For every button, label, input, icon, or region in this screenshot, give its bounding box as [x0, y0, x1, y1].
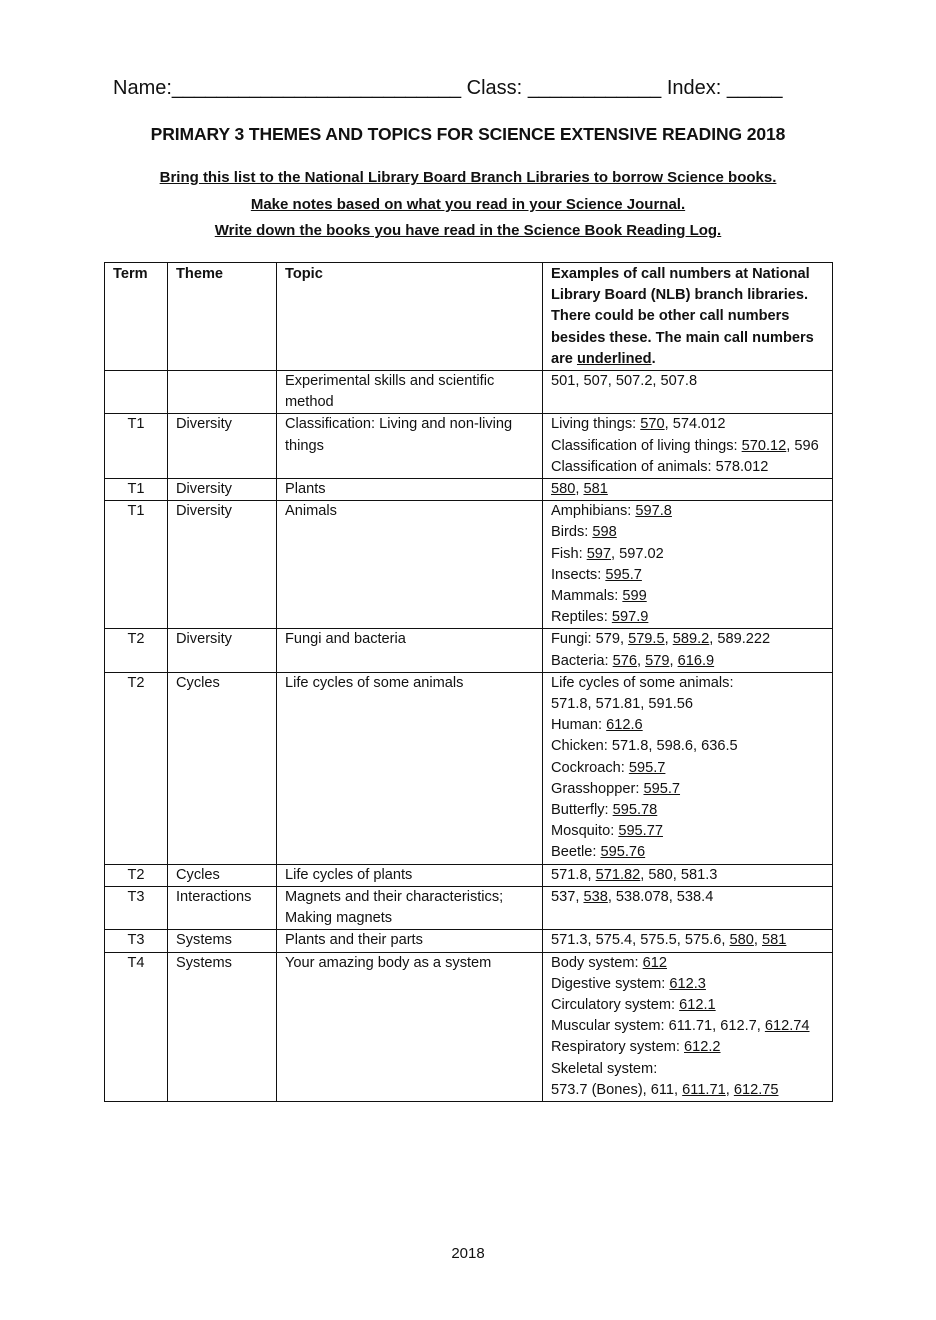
main-call-number: 581 [762, 932, 787, 949]
call-number-line [551, 887, 827, 908]
topic-cell: Magnets and their characteristics; Making magnets [277, 886, 543, 929]
call-number-text: 571.8, 571.81, 591.56 [551, 696, 694, 713]
table-row [105, 930, 833, 952]
main-call-number: 595.7 [605, 566, 642, 583]
call-number-text: Body system: [551, 954, 643, 971]
main-call-number: 570.12 [741, 437, 787, 454]
call-number-text: , 538.078, 538.4 [607, 888, 714, 905]
call-number-line [551, 865, 827, 886]
call-numbers-cell [543, 414, 833, 479]
call-numbers-cell [543, 479, 833, 501]
call-numbers-cell [543, 371, 833, 414]
index-label: Index: [666, 77, 722, 99]
main-call-number: 612.2 [684, 1039, 721, 1056]
document-title: PRIMARY 3 THEMES AND TOPICS FOR SCIENCE EXTENSIVE READING 2018 [150, 124, 786, 144]
header-theme: Theme [168, 263, 277, 371]
header-examples-end: . [651, 350, 656, 367]
call-number-line [551, 522, 827, 543]
call-number-text: 501, 507, 507.2, 507.8 [551, 373, 698, 390]
theme-cell: Cycles [168, 864, 277, 886]
call-number-text: , 589.222 [709, 631, 771, 648]
term-cell: T2 [105, 672, 168, 864]
main-call-number: 580 [551, 481, 576, 498]
call-number-line [551, 779, 827, 800]
call-number-text: Insects: [551, 566, 606, 583]
call-number-text: Reptiles: [551, 609, 612, 626]
theme-cell: Diversity [168, 501, 277, 629]
call-number-line [551, 1080, 827, 1101]
call-number-text: Fish: [551, 545, 587, 562]
call-number-text: Classification of living things: [551, 437, 742, 454]
main-call-number: 599 [622, 588, 647, 605]
term-cell: T2 [105, 864, 168, 886]
call-number-text: 537, [551, 888, 584, 905]
header-examples-text: Examples of call numbers at National Library Board (NLB) branch libraries. There could be other call numbers besides these. The main call numbers are [551, 266, 814, 367]
table-row [105, 414, 833, 479]
main-call-number: 571.82 [595, 866, 641, 883]
theme-cell: Diversity [168, 414, 277, 479]
theme-cell: Interactions [168, 886, 277, 929]
theme-cell: Systems [168, 930, 277, 952]
call-number-text: Classification of animals: 578.012 [551, 458, 769, 475]
topic-cell: Classification: Living and non-living things [277, 414, 543, 479]
call-number-text: Digestive system: [551, 975, 670, 992]
main-call-number: 612.1 [679, 996, 716, 1013]
table-row [105, 952, 833, 1101]
main-call-number: 612.75 [733, 1081, 779, 1098]
call-number-text: Muscular system: 611.71, 612.7, [551, 1018, 765, 1035]
term-cell: T4 [105, 952, 168, 1101]
index-blank[interactable]: _____ [726, 77, 783, 99]
call-number-text: , 596 [786, 437, 819, 454]
main-call-number: 538 [583, 888, 608, 905]
call-number-text: Bacteria: [551, 652, 613, 669]
call-number-line [551, 758, 827, 779]
theme-cell: Systems [168, 952, 277, 1101]
call-number-text: Living things: [551, 416, 641, 433]
instruction-log: Write down the books you have read in the Science Book Reading Log. [214, 222, 722, 239]
call-number-line [551, 953, 827, 974]
call-number-line [551, 673, 827, 694]
call-number-text: 571.8, [551, 866, 596, 883]
main-call-number: 589.2 [672, 631, 710, 648]
topic-cell: Plants and their parts [277, 930, 543, 952]
call-number-text: , [637, 652, 646, 669]
call-number-line [551, 501, 827, 522]
term-cell: T2 [105, 629, 168, 672]
table-row [105, 629, 833, 672]
call-number-text: Butterfly: [551, 802, 613, 819]
main-call-number: 612.74 [764, 1018, 810, 1035]
term-cell [105, 371, 168, 414]
call-number-text: Cockroach: [551, 759, 629, 776]
main-call-number: 595.76 [600, 844, 646, 861]
call-number-line [551, 436, 827, 457]
call-number-text: Life cycles of some animals: [551, 674, 734, 691]
main-call-number: 612.6 [606, 717, 643, 734]
call-number-line [551, 1037, 827, 1058]
call-number-text: Mammals: [551, 588, 623, 605]
topic-cell: Your amazing body as a system [277, 952, 543, 1101]
header-examples-underlined: underlined [576, 350, 652, 367]
table-header-row [105, 263, 833, 371]
call-number-text: Human: [551, 717, 607, 734]
call-number-text: Circulatory system: [551, 996, 680, 1013]
main-call-number: 579.5 [628, 631, 665, 648]
term-cell: T1 [105, 414, 168, 479]
call-numbers-cell [543, 952, 833, 1101]
table-row [105, 501, 833, 629]
call-number-text: , [664, 631, 673, 648]
main-call-number: 581 [583, 481, 608, 498]
main-call-number: 576 [612, 652, 638, 669]
class-blank[interactable]: ____________ [527, 77, 662, 99]
call-number-text: , [669, 652, 678, 669]
main-call-number: 597.9 [611, 609, 649, 626]
call-number-text: , [753, 932, 762, 949]
call-number-line [551, 607, 827, 628]
call-number-text: Birds: [551, 524, 593, 541]
term-cell: T3 [105, 930, 168, 952]
call-number-line [551, 715, 827, 736]
main-call-number: 597.8 [635, 503, 672, 520]
call-number-line [551, 736, 827, 757]
call-number-line [551, 414, 827, 435]
call-numbers-cell [543, 501, 833, 629]
main-call-number: 611.71 [682, 1081, 726, 1098]
call-numbers-cell [543, 864, 833, 886]
topic-cell: Experimental skills and scientific method [277, 371, 543, 414]
call-numbers-cell [543, 930, 833, 952]
call-number-text: Skeletal system: [551, 1060, 658, 1077]
main-call-number: 612.3 [669, 975, 706, 992]
header-topic: Topic [277, 263, 543, 371]
main-call-number: 580 [729, 932, 754, 949]
call-number-line [551, 694, 827, 715]
call-number-line [551, 1016, 827, 1037]
call-number-text: , [575, 481, 584, 498]
page-footer: 2018 [451, 1245, 485, 1262]
call-number-text: Respiratory system: [551, 1039, 684, 1056]
header-term: Term [105, 263, 168, 371]
class-label: Class: [466, 77, 523, 99]
main-call-number: 616.9 [677, 652, 715, 669]
table-row [105, 371, 833, 414]
call-numbers-cell [543, 672, 833, 864]
call-number-line [551, 651, 827, 672]
main-call-number: 595.77 [618, 823, 663, 840]
topic-cell: Life cycles of plants [277, 864, 543, 886]
main-call-number: 595.7 [628, 759, 666, 776]
call-number-text: , 597.02 [611, 545, 664, 562]
theme-cell: Cycles [168, 672, 277, 864]
call-number-text: , [725, 1081, 734, 1098]
call-number-line [551, 1059, 827, 1080]
main-call-number: 612 [642, 954, 668, 971]
main-call-number: 598 [592, 524, 617, 541]
term-cell: T1 [105, 501, 168, 629]
call-number-text: Beetle: [551, 844, 601, 861]
call-number-text: , 574.012 [664, 416, 726, 433]
call-number-text: , 580, 581.3 [640, 866, 718, 883]
call-number-text: Amphibians: [551, 503, 636, 520]
name-blank[interactable]: __________________________ [171, 77, 462, 99]
topic-cell: Animals [277, 501, 543, 629]
call-number-text: Grasshopper: [551, 780, 644, 797]
call-number-line [551, 821, 827, 842]
topic-cell: Life cycles of some animals [277, 672, 543, 864]
call-number-text: Chicken: 571.8, 598.6, 636.5 [551, 738, 738, 755]
theme-cell: Diversity [168, 629, 277, 672]
call-numbers-cell [543, 886, 833, 929]
table-row [105, 672, 833, 864]
instruction-borrow: Bring this list to the National Library Board Branch Libraries to borrow Science books. [159, 169, 777, 186]
call-number-line [551, 586, 827, 607]
theme-cell: Diversity [168, 479, 277, 501]
call-number-line [551, 544, 827, 565]
topics-table [104, 262, 833, 1102]
topic-cell: Plants [277, 479, 543, 501]
call-number-line [551, 565, 827, 586]
call-number-line [551, 930, 827, 951]
topic-cell: Fungi and bacteria [277, 629, 543, 672]
main-call-number: 570 [640, 416, 665, 433]
instruction-notes: Make notes based on what you read in your Science Journal. [250, 196, 686, 213]
call-number-text: 573.7 (Bones), 611, [551, 1081, 683, 1098]
table-row [105, 864, 833, 886]
table-row [105, 886, 833, 929]
header-examples [543, 263, 833, 371]
call-number-line [551, 371, 827, 392]
call-number-text: Fungi: 579, [551, 631, 629, 648]
main-call-number: 595.7 [643, 780, 681, 797]
call-number-line [551, 629, 827, 650]
table-body [105, 371, 833, 1102]
call-number-line [551, 479, 827, 500]
student-info-line [113, 74, 833, 102]
call-number-line [551, 842, 827, 863]
call-number-line [551, 974, 827, 995]
name-label: Name: [113, 77, 172, 99]
main-call-number: 595.78 [612, 802, 658, 819]
call-number-text: 571.3, 575.4, 575.5, 575.6, [551, 932, 730, 949]
main-call-number: 597 [586, 545, 612, 562]
table-row [105, 479, 833, 501]
term-cell: T3 [105, 886, 168, 929]
call-number-line [551, 800, 827, 821]
call-number-text: Mosquito: [551, 823, 619, 840]
term-cell: T1 [105, 479, 168, 501]
call-numbers-cell [543, 629, 833, 672]
call-number-line [551, 457, 827, 478]
call-number-line [551, 995, 827, 1016]
main-call-number: 579 [645, 652, 670, 669]
theme-cell [168, 371, 277, 414]
